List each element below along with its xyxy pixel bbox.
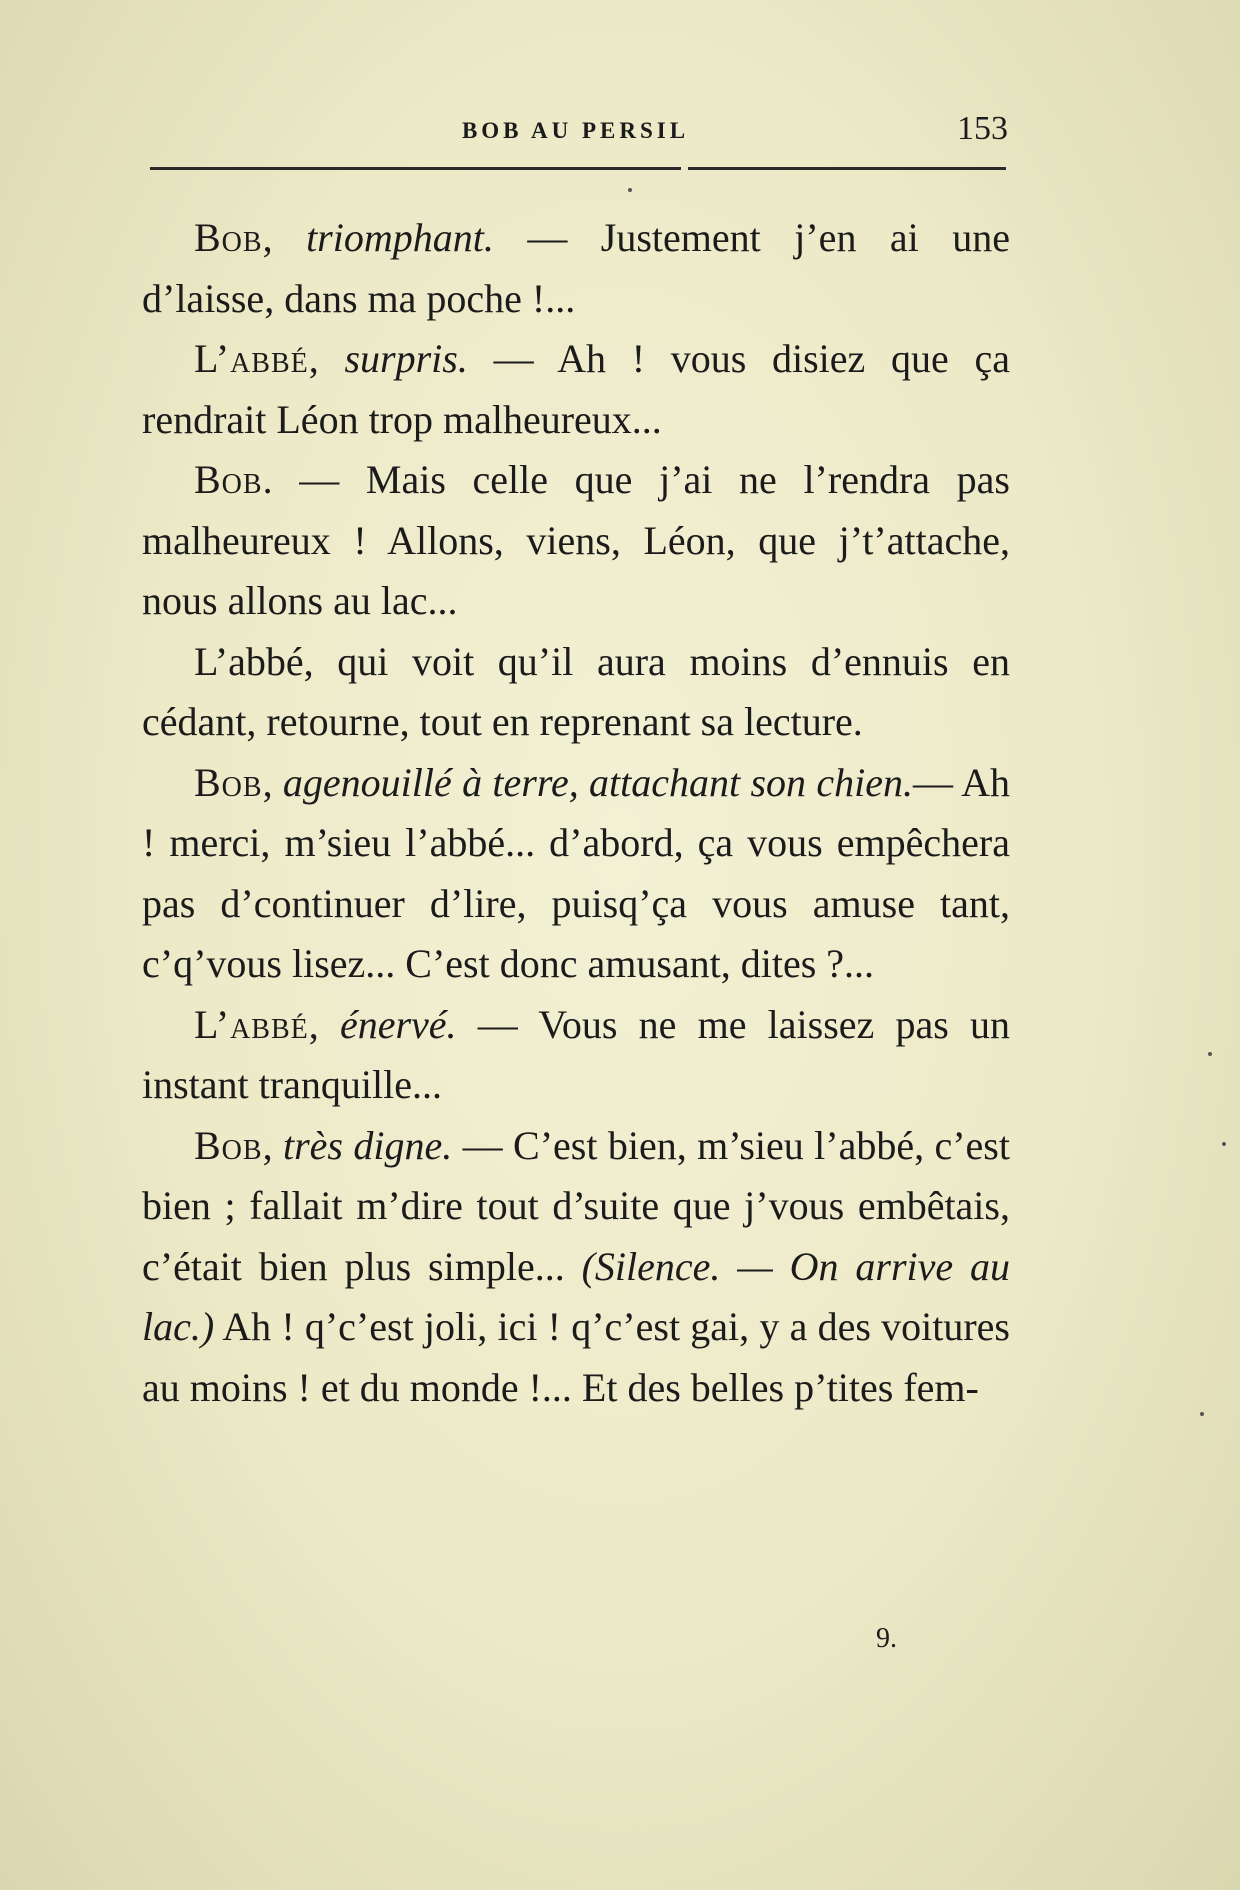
paper-speck [1208,1052,1212,1056]
running-title: BOB AU PERSIL [461,118,690,143]
body-text [142,208,1010,1418]
speaker-name: L’abbé [194,336,309,381]
separator: , [262,215,307,260]
stage-direction: triomphant. [306,215,494,260]
paper-speck [1200,1412,1204,1416]
separator: . [262,457,273,502]
signature-mark: 9. [876,1623,897,1654]
speaker-name: L’abbé [194,1001,309,1047]
stage-direction: surpris. [344,336,468,381]
page-number: 153 [957,110,1008,147]
dialogue-text: — Ah ! merci, m’sieu l’abbé... d’abord, ça vous empêchera pas d’continuer d’lire, puisq’ça vous amuse tant, c’q’vous lisez... C’est donc amusant, dites ?... [142,759,1010,986]
paper-speck [1222,1142,1226,1146]
speaker-name: Bob [194,215,263,260]
separator: , [262,1122,283,1168]
separator: , [308,336,345,381]
header-rule-gap [681,164,688,172]
running-head [143,108,1008,148]
paragraph [142,1116,1010,1419]
stage-direction: très digne. [282,1122,453,1168]
paragraph [142,208,1010,329]
separator: , [308,1001,340,1047]
dialogue-text: — Justement j’en ai une d’laisse, dans ma poche !... [142,215,1011,321]
dialogue-text: — C’est bien, m’sieu l’abbé, c’est bien ; fallait m’dire tout d’suite que j’vous embêtais, c’était bien plus simple... [142,1122,1010,1289]
dialogue-text: — Mais celle que j’ai ne l’rendra pas malheureux ! Allons, viens, Léon, que j’t’attache, nous allons au lac... [142,457,1010,623]
stage-direction: énervé. [339,1001,457,1047]
stage-direction: agenouillé à terre, attachant son chien. [282,759,913,805]
paragraph [142,753,1010,995]
paragraph [142,995,1010,1116]
dialogue-text: — Vous ne me laissez pas un instant tranquille... [142,1001,1010,1107]
narration-text: L’abbé, qui voit qu’il aura moins d’ennuis en cédant, retourne, tout en reprenant sa lecture. [142,638,1010,744]
speaker-name: Bob [194,1122,263,1168]
paragraph [142,329,1010,450]
separator: , [262,759,283,805]
stage-direction: (Silence. — On arrive au lac.) [142,1243,1010,1349]
paper-speck [628,188,632,192]
paragraph-narration [142,632,1010,753]
speaker-name: Bob [194,759,263,805]
speaker-name: Bob [194,457,263,502]
dialogue-text: — Ah ! vous disiez que ça rendrait Léon trop malheureux... [142,336,1010,442]
paragraph [142,450,1010,632]
header-rule [150,167,1006,170]
dialogue-text: Ah ! q’c’est joli, ici ! q’c’est gai, y a des voitures au moins ! et du monde !... Et des belles p’tites fem- [142,1304,1010,1410]
